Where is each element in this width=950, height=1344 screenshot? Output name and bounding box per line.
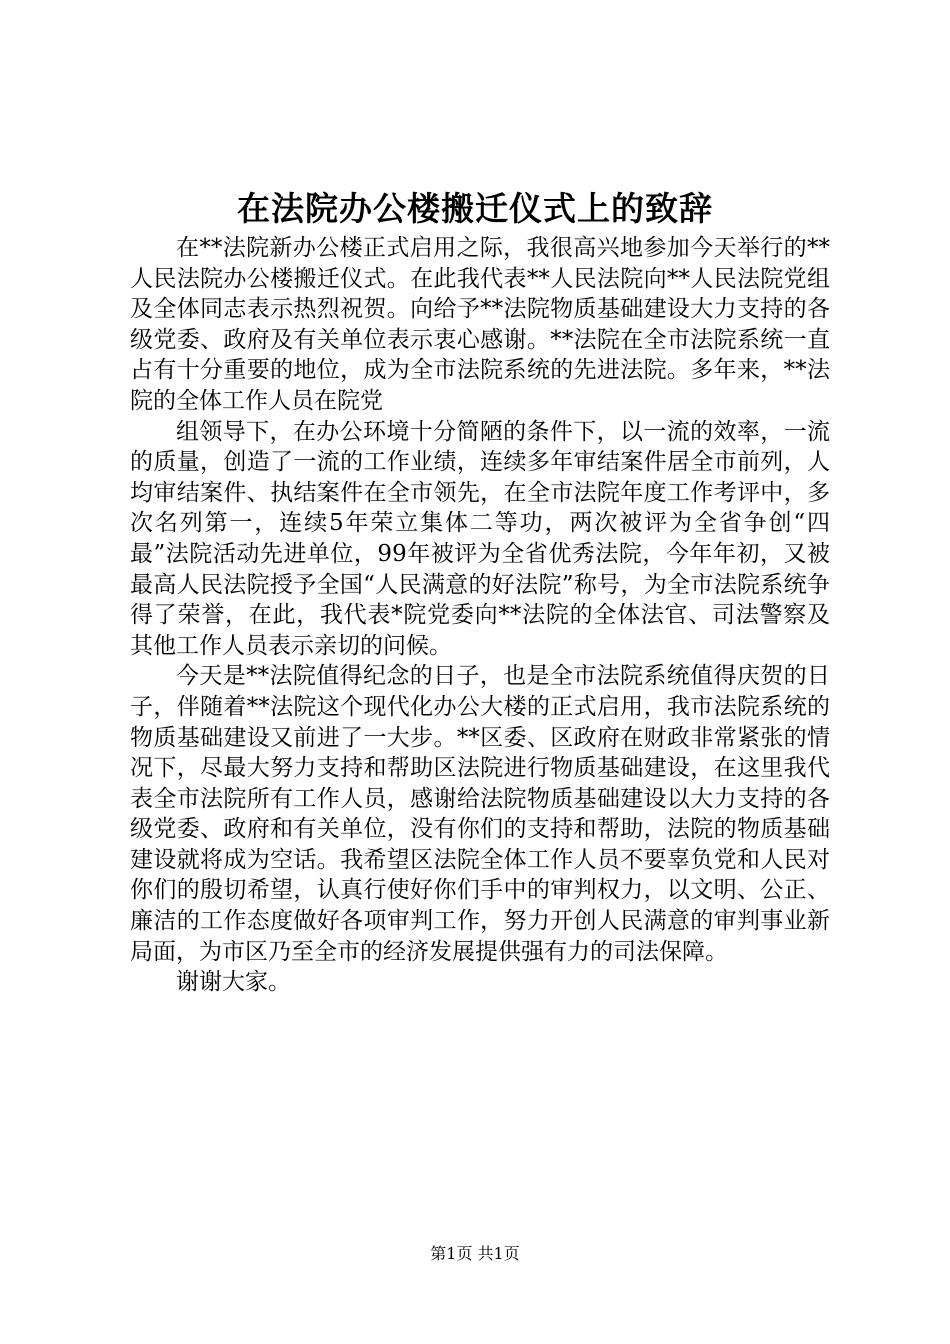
document-body bbox=[130, 233, 830, 998]
document-title: 在法院办公楼搬迁仪式上的致辞 bbox=[237, 189, 713, 228]
paragraph-2: 组领导下，在办公环境十分简陋的条件下，以一流的效率，一流的质量，创造了一流的工作业绩，连续多年审结案件居全市前列，人均审结案件、执结案件在全市领先，在全市法院年度工作考评中，多次名列第一，连续5年荣立集体二等功，两次被评为全省争创“四最”法院活动先进单位，99年被评为全省优秀法院，今年年初，又被最高人民法院授予全国“人民满意的好法院”称号，为全市法院系统争得了荣誉，在此，我代表*院党委向**法院的全体法官、司法警察及其他工作人员表示亲切的问候。 bbox=[130, 418, 830, 659]
paragraph-1: 在**法院新办公楼正式启用之际，我很高兴地参加今天举行的**人民法院办公楼搬迁仪式。在此我代表**人民法院向**人民法院党组及全体同志表示热烈祝贺。向给予**法院物质基础建设大力支持的各级党委、政府及有关单位表示衷心感谢。**法院在全市法院系统一直占有十分重要的地位，成为全市法院系统的先进法院。多年来，**法院的全体工作人员在院党 bbox=[130, 235, 830, 414]
page-footer: 第1页 共1页 bbox=[430, 1244, 520, 1263]
paragraph-3: 今天是**法院值得纪念的日子，也是全市法院系统值得庆贺的日子，伴随着**法院这个现代化办公大楼的正式启用，我市法院系统的物质基础建设又前进了一大步。**区委、区政府在财政非常紧张的情况下，尽最大努力支持和帮助区法院进行物质基础建设，在这里我代表全市法院所有工作人员，感谢给法院物质基础建设以大力支持的各级党委、政府和有关单位，没有你们的支持和帮助，法院的物质基础建设就将成为空话。我希望区法院全体工作人员不要辜负党和人民对你们的殷切希望，认真行使好你们手中的审判权力，以文明、公正、廉洁的工作态度做好各项审判工作，努力开创人民满意的审判事业新局面，为市区乃至全市的经济发展提供强有力的司法保障。 bbox=[130, 663, 830, 965]
paragraph-4: 谢谢大家。 bbox=[176, 969, 291, 996]
